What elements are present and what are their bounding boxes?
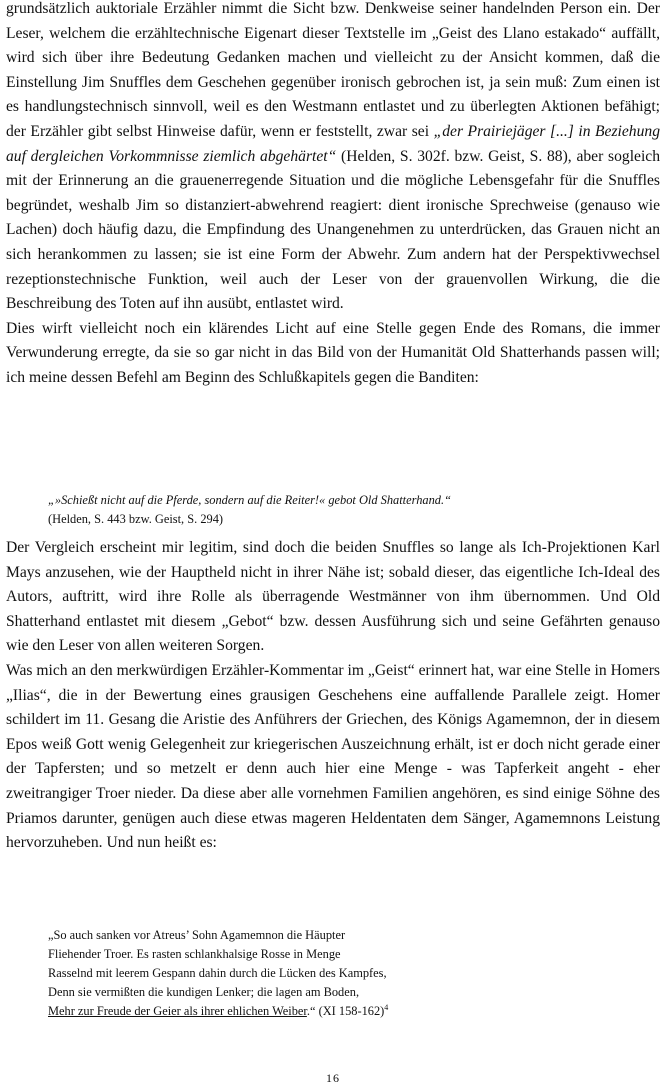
quote-2-line: Fliehender Troer. Es rasten schlankhalsige Rosse in Menge — [48, 947, 341, 961]
main-text-block — [6, 0, 660, 391]
main-text-block-2 — [6, 536, 660, 856]
footnote-marker: 4 — [384, 1002, 389, 1012]
paragraph-1-text-c: (Helden, S. 302f. bzw. Geist, S. 88), aber sogleich mit der Erinnerung an die grauenerregende Situation und die mögliche Lebensgefahr für die Snuffles begründet, weshalb Jim so distanziert-abwehrend reagiert: dient ironische Sprechweise (genauso wie Lachen) doch häufig dazu, die Empfindung des Unangenehmen zu unterdrücken, das Grauen nicht an sich herankommen zu lassen; sie ist eine Form der Abwehr. Zum andern hat der Perspektivwechsel rezeptionstechnische Funktion, weil auch der Leser von der grauenvollen Wirkung, die die Beschreibung des Toten auf ihn ausübt, entlastet wird. — [6, 147, 660, 313]
quote-1-source: (Helden, S. 443 bzw. Geist, S. 294) — [48, 512, 224, 526]
quote-2-last-line — [48, 1002, 648, 1021]
paragraph-1-italic-citation: „der Prairiejäger [...] in Beziehung auf dergleichen Vorkommnisse ziemlich abgehärtet“ — [6, 122, 660, 165]
paragraph-4: Was mich an den merkwürdigen Erzähler-Kommentar im „Geist“ erinnert hat, war eine Stelle in Homers „Ilias“, die in der Bewertung eines grausigen Geschehens eine auffallende Parallele zeigt. Homer schildert im 11. Gesang die Aristie des Anführers der Griechen, des Königs Agamemnon, der in diesem Epos weiß Gott wenig Gelegenheit zur kriegerischen Auszeichnung erhält, ist er doch nicht gerade einer der Tapfersten; und so metzelt er denn auch hier eine Menge - was Tapferkeit angeht - eher zweitrangiger Troer nieder. Da diese aber alle vornehmen Familien angehören, es sind einige Söhne des Priamos darunter, genügen auch diese etwas mageren Heldentaten dem Sänger, Agamemnons Leistung hervorzuheben. Und nun heißt es: — [6, 661, 660, 852]
quote-2-line: „So auch sanken vor Atreus’ Sohn Agamemnon die Häupter — [48, 928, 346, 942]
paragraph-2: Dies wirft vielleicht noch ein klärendes Licht auf eine Stelle gegen Ende des Romans, die immer Verwunderung erregte, da sie so gar nicht in das Bild von der Humanität Old Shatterhands passen will; ich meine dessen Befehl am Beginn des Schlußkapitels gegen die Banditen: — [6, 319, 660, 386]
block-quote-1 — [48, 491, 648, 529]
quote-2-underlined-text: Mehr zur Freude der Geier als ihrer ehlichen Weiber — [48, 1004, 307, 1018]
page-number: 16 — [326, 1071, 340, 1085]
block-quote-2 — [48, 926, 648, 1021]
quote-1-text: „»Schießt nicht auf die Pferde, sondern auf die Reiter!« gebot Old Shatterhand.“ — [48, 493, 451, 507]
quote-2-citation: .“ (XI 158-162) — [306, 1004, 385, 1018]
quote-2-line: Denn sie vermißten die kundigen Lenker; die lagen am Boden, — [48, 985, 360, 999]
paragraph-1 — [6, 0, 660, 317]
quote-2-line: Rasselnd mit leerem Gespann dahin durch die Lücken des Kampfes, — [48, 966, 387, 980]
paragraph-3: Der Vergleich erscheint mir legitim, sind doch die beiden Snuffles so lange als Ich-Projektionen Karl Mays anzusehen, wie der Hauptheld nicht in ihrer Nähe ist; sobald dieser, das eigentliche Ich-Ideal des Autors, auftritt, wird ihre Rolle als überragende Westmänner von ihm übernommen. Und Old Shatterhand entlastet mit diesem „Gebot“ bzw. dessen Ausführung sich und seine Gefährten genauso wie den Leser von allen weiteren Sorgen. — [6, 539, 660, 655]
paragraph-1-text-a: grundsätzlich auktoriale Erzähler nimmt die Sicht bzw. Denkweise seiner handelnden Person ein. Der Leser, welchem die erzähltechnische Eigenart dieser Textstelle im „Geist des Llano estakado“ auffällt, wird sich über ihre Bedeutung Gedanken machen und vielleicht zu der Ansicht kommen, daß die Einstellung Jim Snuffles dem Geschehen gegenüber ironisch gebrochen ist, ja sein muß: Zum einen ist es handlungstechnisch sinnvoll, weil es den Westmann entlastet und zu überlegten Aktionen befähigt; der Erzähler gibt selbst Hinweise dafür, wenn er feststellt, zwar sei — [6, 0, 660, 140]
